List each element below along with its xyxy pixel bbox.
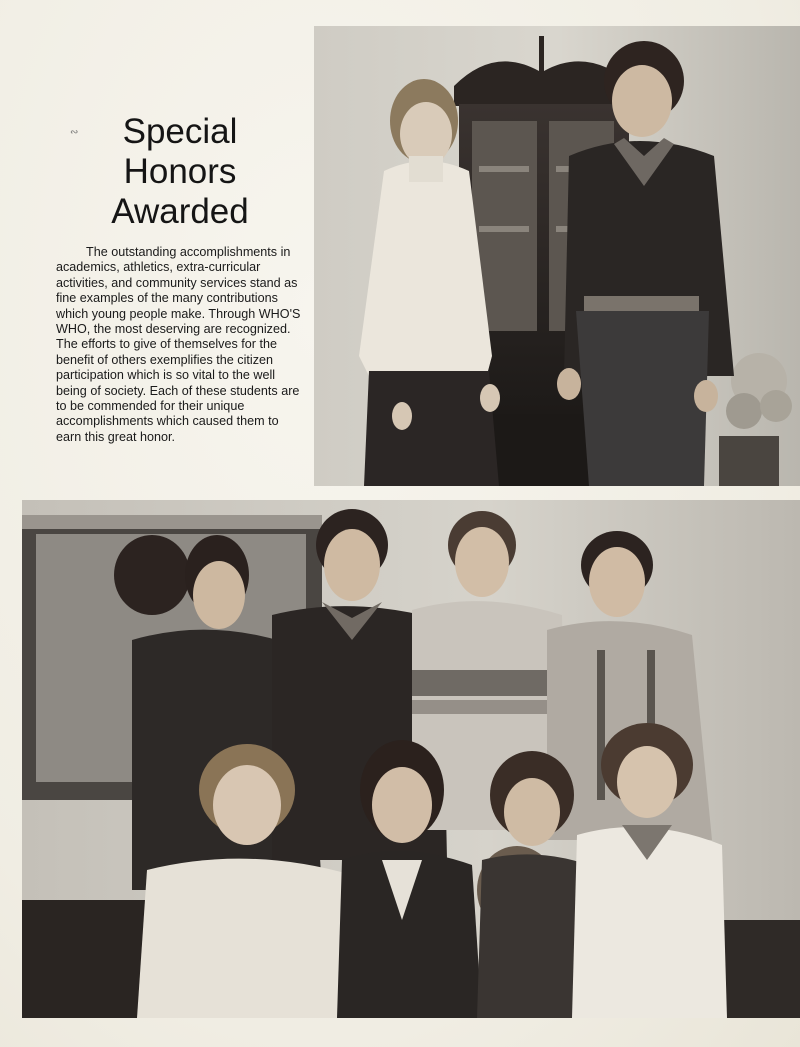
headline-ornament-icon: ∾ <box>70 127 79 138</box>
title-line-1: Special <box>122 112 238 151</box>
page-title <box>70 112 290 232</box>
title-line-2: Honors <box>123 152 237 191</box>
article-paragraph: The outstanding accomplishments in academics, athletics, extra-curricular activities, and community services stand as fine examples of the many contributions which young people make. Through WHO'S WHO, the most deserving are recognized. The efforts to give of themselves for the benefit of others exemplifies the citizen participation which is so vital to the well being of society. Each of these students are to be commended for their unique accomplishments which caused them to earn this great honor. <box>56 245 301 444</box>
photo-group-students-image <box>22 500 800 1018</box>
photo-two-students-image <box>314 26 800 486</box>
title-line-3: Awarded <box>111 192 249 231</box>
photo-group-students <box>22 500 800 1018</box>
photo-two-students <box>314 26 800 486</box>
